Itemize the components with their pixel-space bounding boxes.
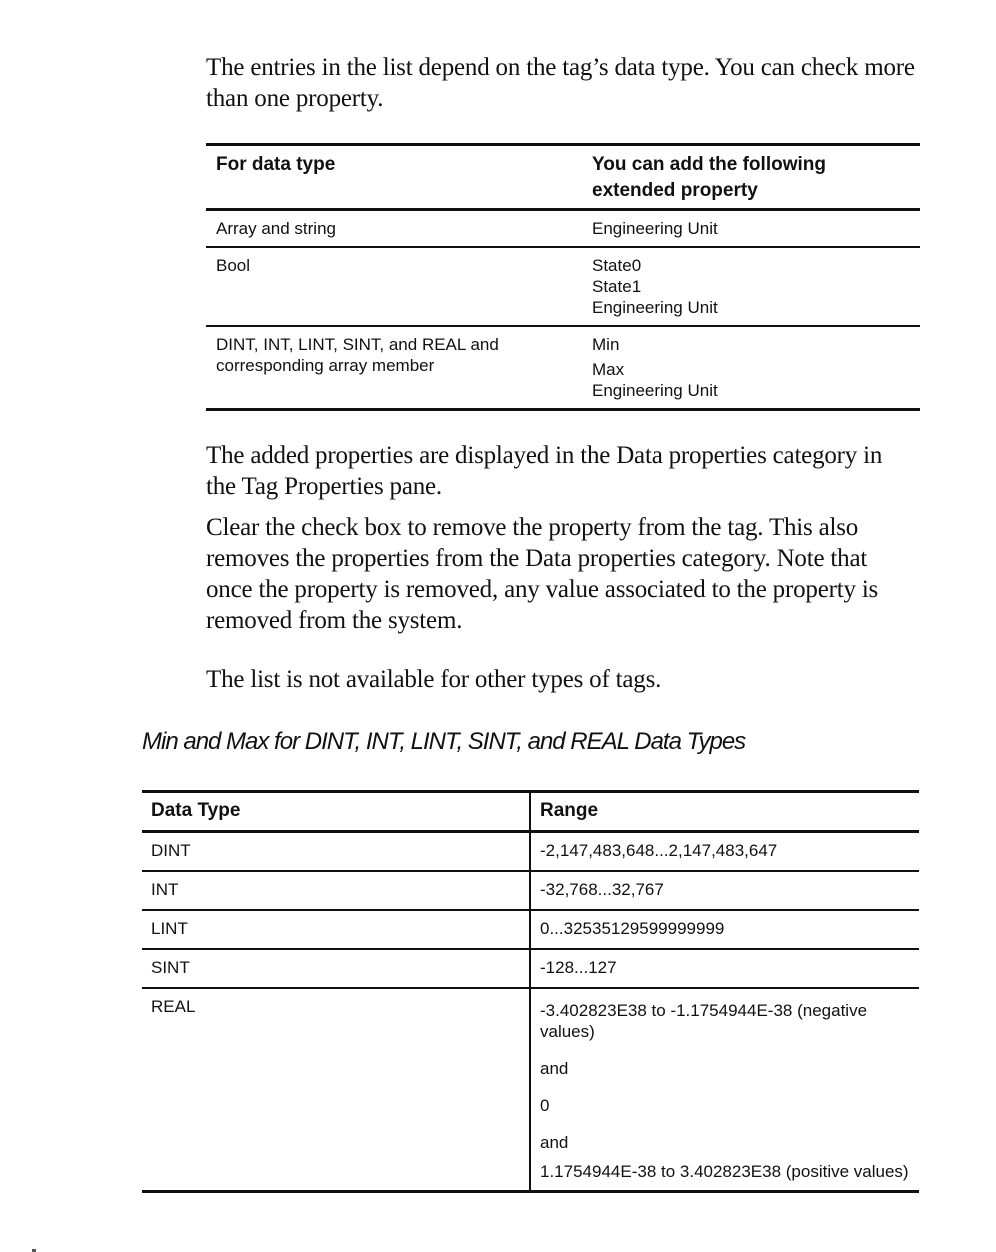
range-line: and: [540, 1059, 569, 1078]
data-type-cell: DINT, INT, LINT, SINT, and REAL and corresponding array member: [216, 335, 499, 375]
property-item: Max: [592, 360, 625, 379]
property-item: Engineering Unit: [592, 219, 718, 238]
data-type-cell: Array and string: [216, 219, 336, 238]
header-extended-property: You can add the following extended property: [592, 154, 826, 201]
header-data-type: Data Type: [142, 792, 530, 832]
data-type-cell: DINT: [142, 832, 530, 872]
data-type-cell: INT: [142, 871, 530, 910]
data-type-cell: REAL: [142, 988, 530, 1192]
data-type-cell: Bool: [216, 256, 251, 275]
property-item: Engineering Unit: [592, 381, 718, 400]
data-type-cell: LINT: [142, 910, 530, 949]
table-row: [142, 988, 919, 1192]
range-line: -3.402823E38 to -1.1754944E-38 (negative values): [540, 1001, 868, 1041]
property-item: State1: [592, 277, 642, 296]
table-row: [142, 832, 919, 872]
data-type-cell: SINT: [142, 949, 530, 988]
property-item: State0: [592, 256, 642, 275]
extended-properties-table: [206, 143, 920, 411]
body-paragraph-3: The list is not available for other types of tags.: [206, 666, 662, 693]
range-cell: -32,768...32,767: [540, 880, 664, 899]
properties-cell: [582, 210, 920, 248]
table-header-row: [206, 145, 920, 210]
range-cell: -128...127: [540, 958, 617, 977]
range-line: 1.1754944E-38 to 3.402823E38 (positive values): [540, 1162, 909, 1181]
table-header-row: [142, 792, 919, 832]
range-cell: -2,147,483,648...2,147,483,647: [540, 841, 778, 860]
body-paragraph-1: The added properties are displayed in the Data properties category in the Tag Properties pane.: [206, 442, 883, 500]
header-data-type: For data type: [216, 154, 336, 175]
property-item: Min: [592, 335, 620, 354]
table-caption: Min and Max for DINT, INT, LINT, SINT, and REAL Data Types: [142, 728, 746, 755]
range-line: and: [540, 1133, 569, 1152]
table-row: [142, 949, 919, 988]
data-type-range-table: [142, 790, 919, 1193]
table-row: [142, 910, 919, 949]
table-row: [206, 210, 920, 248]
table-row: [206, 326, 920, 410]
body-paragraph-2: Clear the check box to remove the property from the tag. This also removes the properties from the Data properties category. Note that once the property is removed, any value associated to the property is removed from the system.: [206, 514, 879, 634]
header-range: Range: [540, 800, 599, 821]
range-line: 0: [540, 1096, 550, 1115]
properties-cell: [582, 326, 920, 410]
range-cell: 0...32535129599999999: [540, 919, 725, 938]
table-row: [206, 247, 920, 326]
property-item: Engineering Unit: [592, 298, 718, 317]
properties-cell: [582, 247, 920, 326]
table-row: [142, 871, 919, 910]
intro-paragraph: The entries in the list depend on the tag’s data type. You can check more than one property.: [206, 54, 915, 112]
range-cell: [530, 988, 919, 1192]
